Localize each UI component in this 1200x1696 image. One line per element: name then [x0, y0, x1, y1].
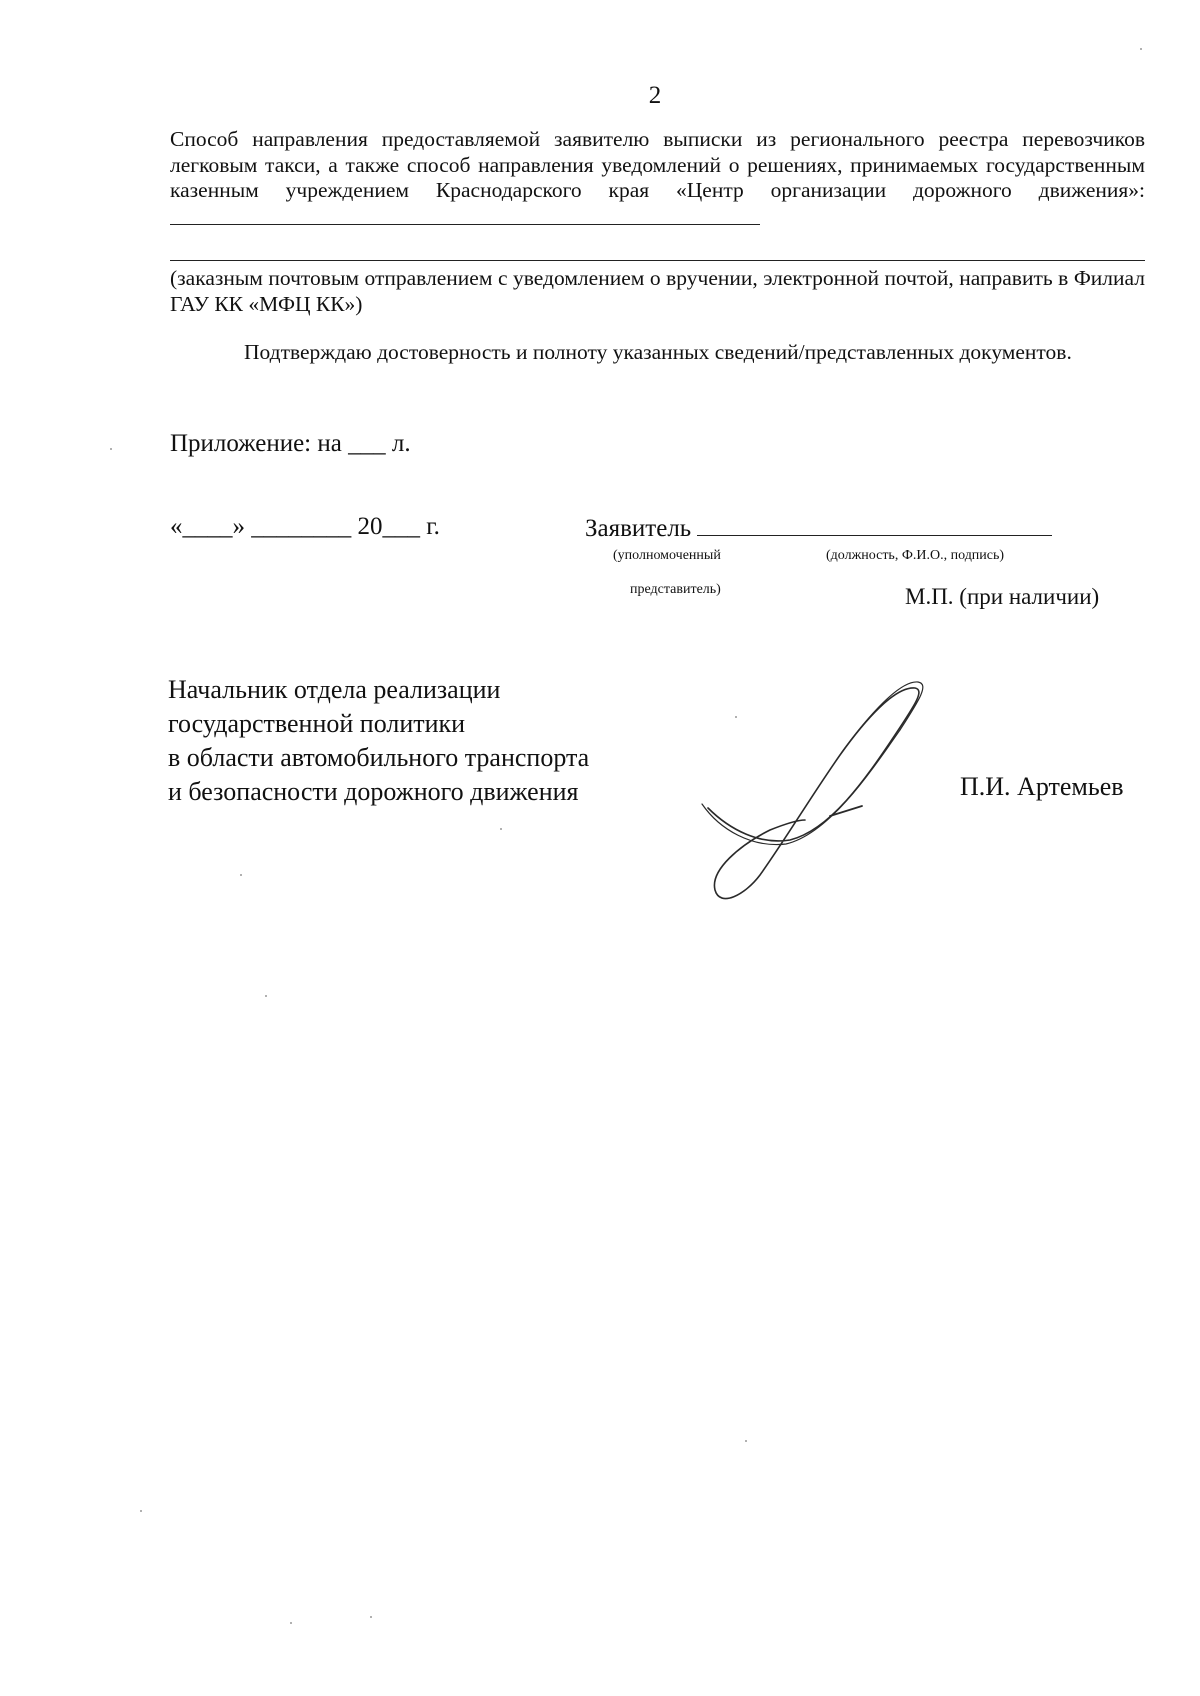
signatory-position-line: в области автомобильного транспорта — [168, 743, 590, 772]
attachment-line: Приложение: на ___ л. — [170, 430, 411, 457]
scan-speck — [370, 1616, 372, 1618]
delivery-method-text: Способ направления предоставляемой заявителю выписки из регионального реестра перевозчиков легковым такси, а также способ направления уведомлений о решениях, принимаемых государственным казенным учреждением Краснодарского края «Центр организации дорожного движения»: — [170, 127, 1145, 202]
delivery-method-blank-line — [170, 260, 1145, 261]
applicant-sign-line — [697, 513, 1052, 536]
caption-authorized: (уполномоченный — [613, 548, 721, 563]
caption-representative: представитель) — [630, 582, 721, 597]
applicant-signature-row — [585, 513, 1052, 543]
confirmation-statement: Подтверждаю достоверность и полноту указанных сведений/представленных документов. — [244, 340, 1072, 364]
date-line: «____» ________ 20___ г. — [170, 513, 440, 540]
stamp-note: М.П. (при наличии) — [905, 584, 1100, 609]
scan-speck — [735, 716, 737, 718]
scan-speck — [745, 1440, 747, 1442]
applicant-label: Заявитель — [585, 515, 692, 542]
scan-speck — [500, 828, 502, 830]
delivery-method-fill-line — [170, 204, 760, 225]
delivery-method-paragraph — [170, 127, 1145, 231]
scan-speck — [240, 874, 242, 876]
delivery-method-options: (заказным почтовым отправлением с уведомлением о вручении, электронной почтой, направить в Филиал ГАУ КК «МФЦ КК») — [170, 266, 1145, 316]
handwritten-signature — [690, 680, 950, 920]
scan-speck — [265, 995, 267, 997]
scan-speck — [110, 448, 112, 450]
signatory-position-line: государственной политики — [168, 709, 466, 738]
scan-speck — [140, 1510, 142, 1512]
signatory-name: П.И. Артемьев — [960, 772, 1124, 801]
scan-speck — [290, 1622, 292, 1624]
signatory-position — [168, 673, 589, 809]
signatory-position-line: и безопасности дорожного движения — [168, 777, 579, 806]
page-number: 2 — [648, 82, 662, 109]
signatory-position-line: Начальник отдела реализации — [168, 675, 501, 704]
caption-position-name-signature: (должность, Ф.И.О., подпись) — [826, 548, 1005, 563]
scan-speck — [1140, 48, 1142, 50]
